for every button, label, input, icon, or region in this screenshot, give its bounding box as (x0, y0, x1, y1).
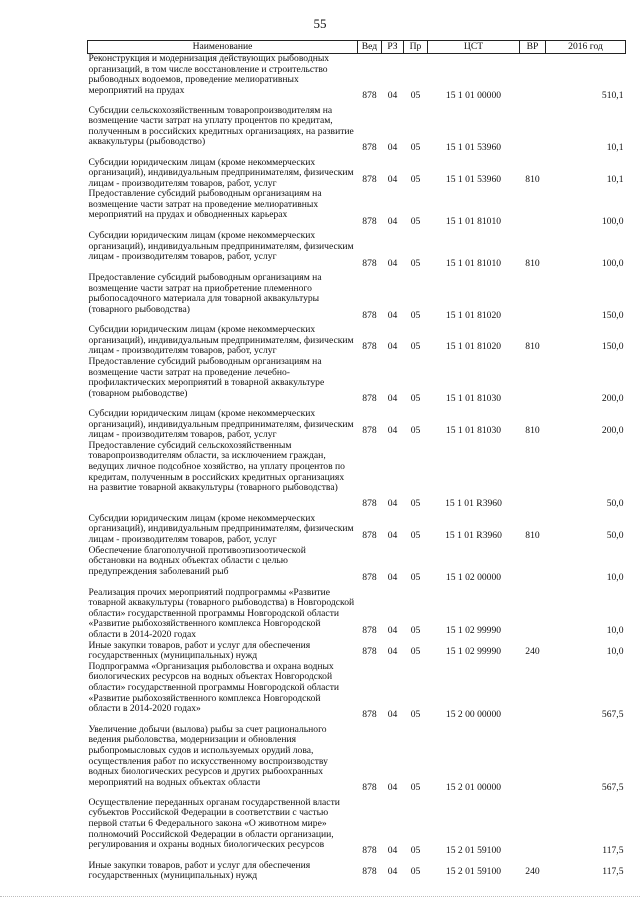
cell-rz: 04 (387, 709, 398, 721)
budget-table (87, 40, 626, 882)
cell-amount: 200,0 (601, 393, 624, 405)
cell-cst: 15 2 00 00000 (445, 709, 502, 721)
cell-vr: 810 (525, 425, 540, 437)
table-row (88, 662, 626, 725)
cell-vr (520, 546, 546, 588)
cell-pr: 05 (410, 625, 421, 636)
cell-amount: 10,0 (606, 646, 624, 658)
cell-amount: 100,0 (601, 215, 624, 227)
cell-vr (520, 725, 546, 798)
cell-ved: 878 (362, 257, 377, 269)
table-row (88, 357, 626, 409)
header-ved: Вед (358, 41, 382, 54)
cell-cst: 15 1 01 81010 (445, 215, 502, 227)
cell-rz: 04 (387, 89, 398, 101)
cell-vr (520, 273, 546, 325)
table-row (88, 798, 626, 861)
cell-rz: 04 (387, 866, 398, 878)
table-row (88, 54, 626, 106)
cell-vr (520, 189, 546, 231)
cell-name: Субсидии сельскохозяйственным товаропроизводителям на возмещение части затрат на уплату процентов по кредитам, полученным в российских кредитных организациях, на развитие аквакультуры (рыбоводство) (88, 104, 354, 148)
cell-rz: 04 (387, 393, 398, 405)
cell-cst: 15 1 01 R3960 (445, 530, 502, 542)
cell-ved: 878 (362, 393, 377, 405)
table-row (88, 588, 626, 641)
table-row (88, 231, 626, 273)
table-row (88, 273, 626, 325)
cell-name: Обеспечение благополучной противоэпизоотической обстановки на водных объектах области с целью предупреждения заболеваний рыб (88, 544, 306, 577)
cell-rz: 04 (387, 425, 398, 437)
cell-ved: 878 (362, 782, 377, 794)
cell-pr: 05 (410, 309, 421, 321)
cell-name: Предоставление субсидий сельскохозяйственным товаропроизводителям области, за исключением граждан, ведущих личное подсобное хозяйство, на уплату процентов по кредитам, полученным в российских кредитных организациях на развитие товарной аквакультуры (товарного рыбоводства) (88, 439, 345, 494)
cell-cst: 15 1 01 81030 (445, 393, 502, 405)
cell-ved: 878 (362, 625, 377, 636)
cell-rz: 04 (387, 309, 398, 321)
cell-ved: 878 (362, 341, 377, 353)
cell-amount: 10,1 (606, 173, 624, 185)
header-cst: ЦСТ (428, 41, 520, 54)
cell-ved: 878 (362, 89, 377, 101)
cell-name: Реконструкция и модернизация действующих рыбоводных организаций, в том числе восстановление и строительство рыбоводных водоемов, проведение мелиоративных мероприятий на прудах (88, 53, 330, 96)
table-row (88, 546, 626, 588)
table-row (88, 725, 626, 798)
cell-cst: 15 1 02 00000 (445, 572, 502, 584)
cell-amount: 117,5 (602, 866, 624, 878)
cell-cst: 15 1 01 53960 (445, 173, 502, 185)
cell-amount: 117,5 (602, 845, 624, 857)
cell-pr: 05 (410, 425, 421, 437)
cell-ved: 878 (362, 215, 377, 227)
cell-ved: 878 (362, 425, 377, 437)
cell-cst: 15 1 01 81030 (445, 425, 502, 437)
cell-rz: 04 (387, 173, 398, 185)
cell-vr: 810 (525, 257, 540, 269)
cell-amount: 50,0 (606, 530, 624, 542)
cell-ved: 878 (362, 646, 377, 658)
cell-vr (520, 588, 546, 641)
cell-cst: 15 1 01 53960 (445, 141, 502, 153)
cell-cst: 15 1 01 81010 (445, 257, 502, 269)
cell-rz: 04 (387, 341, 398, 353)
table-row (88, 189, 626, 231)
cell-vr (520, 798, 546, 861)
cell-name: Подпрограмма «Организация рыболовства и охрана водных биологических ресурсов на водных объектах Новгородской области» государственной программы Новгородской области «Развитие рыбохозяйственного комплекса Новгородской области в 2014-2020 годах» (88, 660, 340, 715)
cell-rz: 04 (387, 625, 398, 636)
cell-amount: 200,0 (601, 425, 624, 437)
table-row (88, 641, 626, 662)
cell-name: Предоставление субсидий рыбоводным организациям на возмещение части затрат на проведение лечебно-профилактических мероприятий в товарной аквакультуре (товарном рыбоводстве) (88, 356, 325, 399)
cell-name: Субсидии юридическим лицам (кроме некоммерческих организаций), индивидуальным предпринимателям, физическим лицам - производителям товаров, работ, услуг (88, 324, 354, 357)
cell-vr: 810 (525, 341, 540, 353)
cell-amount: 150,0 (601, 309, 624, 321)
cell-rz: 04 (387, 782, 398, 794)
cell-pr: 05 (410, 782, 421, 794)
cell-rz: 04 (387, 498, 398, 510)
cell-cst: 15 1 01 81020 (445, 341, 502, 353)
table-row (88, 514, 626, 546)
cell-cst: 15 1 02 99990 (445, 646, 502, 658)
cell-pr: 05 (410, 215, 421, 227)
cell-amount: 100,0 (601, 257, 624, 269)
cell-pr: 05 (410, 257, 421, 269)
cell-rz: 04 (387, 572, 398, 584)
cell-cst: 15 2 01 59100 (445, 845, 502, 857)
cell-name: Субсидии юридическим лицам (кроме некоммерческих организаций), индивидуальным предпринимателям, физическим лицам - производителям товаров, работ, услуг (88, 512, 354, 546)
table-header-row (88, 41, 626, 54)
cell-cst: 15 1 01 R3960 (445, 498, 502, 510)
cell-ved: 878 (362, 709, 377, 721)
cell-amount: 10,0 (606, 625, 624, 636)
cell-ved: 878 (362, 173, 377, 185)
cell-vr: 810 (525, 530, 540, 542)
cell-rz: 04 (387, 257, 398, 269)
table-row (88, 441, 626, 514)
cell-vr: 240 (525, 646, 540, 658)
cell-name: Субсидии юридическим лицам (кроме некоммерческих организаций), индивидуальным предпринимателям, физическим лицам - производителям товаров, работ, услуг (88, 230, 354, 263)
header-pr: Пр (404, 41, 428, 54)
cell-cst: 15 1 02 99990 (445, 625, 502, 636)
cell-pr: 05 (410, 141, 421, 153)
cell-vr (520, 357, 546, 409)
cell-vr (520, 54, 546, 106)
cell-ved: 878 (362, 845, 377, 857)
cell-amount: 150,0 (601, 341, 624, 353)
cell-name: Увеличение добычи (вылова) рыбы за счет рационального ведения рыболовства, модернизации и обновления рыбопромысловых судов и используемых орудий лова, осуществления работ по искусственному воспроизводству водных биологических ресурсов и других рыбоохранных мероприятий на водных объектах области (88, 723, 328, 788)
cell-rz: 04 (387, 646, 398, 658)
cell-rz: 04 (387, 215, 398, 227)
cell-pr: 05 (410, 341, 421, 353)
cell-name: Субсидии юридическим лицам (кроме некоммерческих организаций), индивидуальным предпринимателям, физическим лицам - производителям товаров, работ, услуг (88, 408, 354, 441)
cell-amount: 10,1 (606, 141, 624, 153)
cell-ved: 878 (362, 309, 377, 321)
header-year: 2016 год (546, 41, 626, 54)
cell-pr: 05 (410, 393, 421, 405)
table-row (88, 409, 626, 441)
cell-pr: 05 (410, 173, 421, 185)
cell-ved: 878 (362, 572, 377, 584)
cell-name: Субсидии юридическим лицам (кроме некоммерческих организаций), индивидуальным предпринимателям, физическим лицам - производителям товаров, работ, услуг (88, 156, 354, 189)
cell-pr: 05 (410, 866, 421, 878)
table-row (88, 861, 626, 882)
cell-amount: 10,0 (606, 572, 624, 584)
cell-cst: 15 1 01 00000 (445, 89, 502, 101)
header-rz: РЗ (382, 41, 404, 54)
cell-pr: 05 (410, 530, 421, 542)
cell-name: Иные закупки товаров, работ и услуг для обеспечения государственных (муниципальных) нужд (88, 639, 311, 662)
cell-rz: 04 (387, 141, 398, 153)
cell-pr: 05 (410, 498, 421, 510)
cell-amount: 50,0 (606, 498, 624, 510)
cell-pr: 05 (410, 89, 421, 101)
cell-rz: 04 (387, 845, 398, 857)
cell-ved: 878 (362, 530, 377, 542)
cell-vr (520, 106, 546, 158)
cell-vr (520, 441, 546, 514)
cell-vr (520, 662, 546, 725)
page-number: 55 (313, 16, 327, 31)
cell-ved: 878 (362, 141, 377, 153)
cell-amount: 567,5 (601, 709, 624, 721)
cell-pr: 05 (410, 646, 421, 658)
cell-rz: 04 (387, 530, 398, 542)
scan-edge-dots (0, 896, 640, 900)
cell-ved: 878 (362, 866, 377, 878)
cell-cst: 15 1 01 81020 (445, 309, 502, 321)
cell-ved: 878 (362, 498, 377, 510)
table-row (88, 158, 626, 190)
table-row (88, 106, 626, 158)
cell-vr: 810 (525, 173, 540, 185)
cell-cst: 15 2 01 59100 (445, 866, 502, 878)
header-vr: ВР (520, 41, 546, 54)
cell-name: Предоставление субсидий рыбоводным организациям на возмещение части затрат на приобретение племенного рыбопосадочного материала для товарной аквакультуры (товарного рыбоводства) (88, 272, 322, 316)
cell-name: Осуществление переданных органам государственной власти субъектов Российской Федерации в соответствии с частью первой статьи 6 Федерального закона «О животном мире» полномочий Российской Федерации в области организации, регулирования и охраны водных биологических ресурсов (88, 796, 340, 851)
cell-amount: 510,1 (601, 89, 624, 101)
cell-name: Реализация прочих мероприятий подпрограммы «Развитие товарной аквакультуры (товарного рыбоводства) в Новгородской области» государственной программы Новгородской области «Развитие рыбохозяйственного комплекса Новгородской области в 2014-2020 годах (88, 586, 355, 640)
cell-pr: 05 (410, 709, 421, 721)
header-name: Наименование (88, 41, 358, 54)
cell-name: Предоставление субсидий рыбоводным организациям на возмещение части затрат на проведение мелиоративных мероприятий на прудах и обводненных карьерах (88, 188, 322, 221)
cell-vr: 240 (525, 866, 540, 878)
cell-cst: 15 2 01 00000 (445, 782, 502, 794)
cell-pr: 05 (410, 572, 421, 584)
cell-pr: 05 (410, 845, 421, 857)
cell-amount: 567,5 (601, 782, 624, 794)
table-row (88, 325, 626, 357)
cell-name: Иные закупки товаров, работ и услуг для обеспечения государственных (муниципальных) нужд (88, 859, 311, 882)
